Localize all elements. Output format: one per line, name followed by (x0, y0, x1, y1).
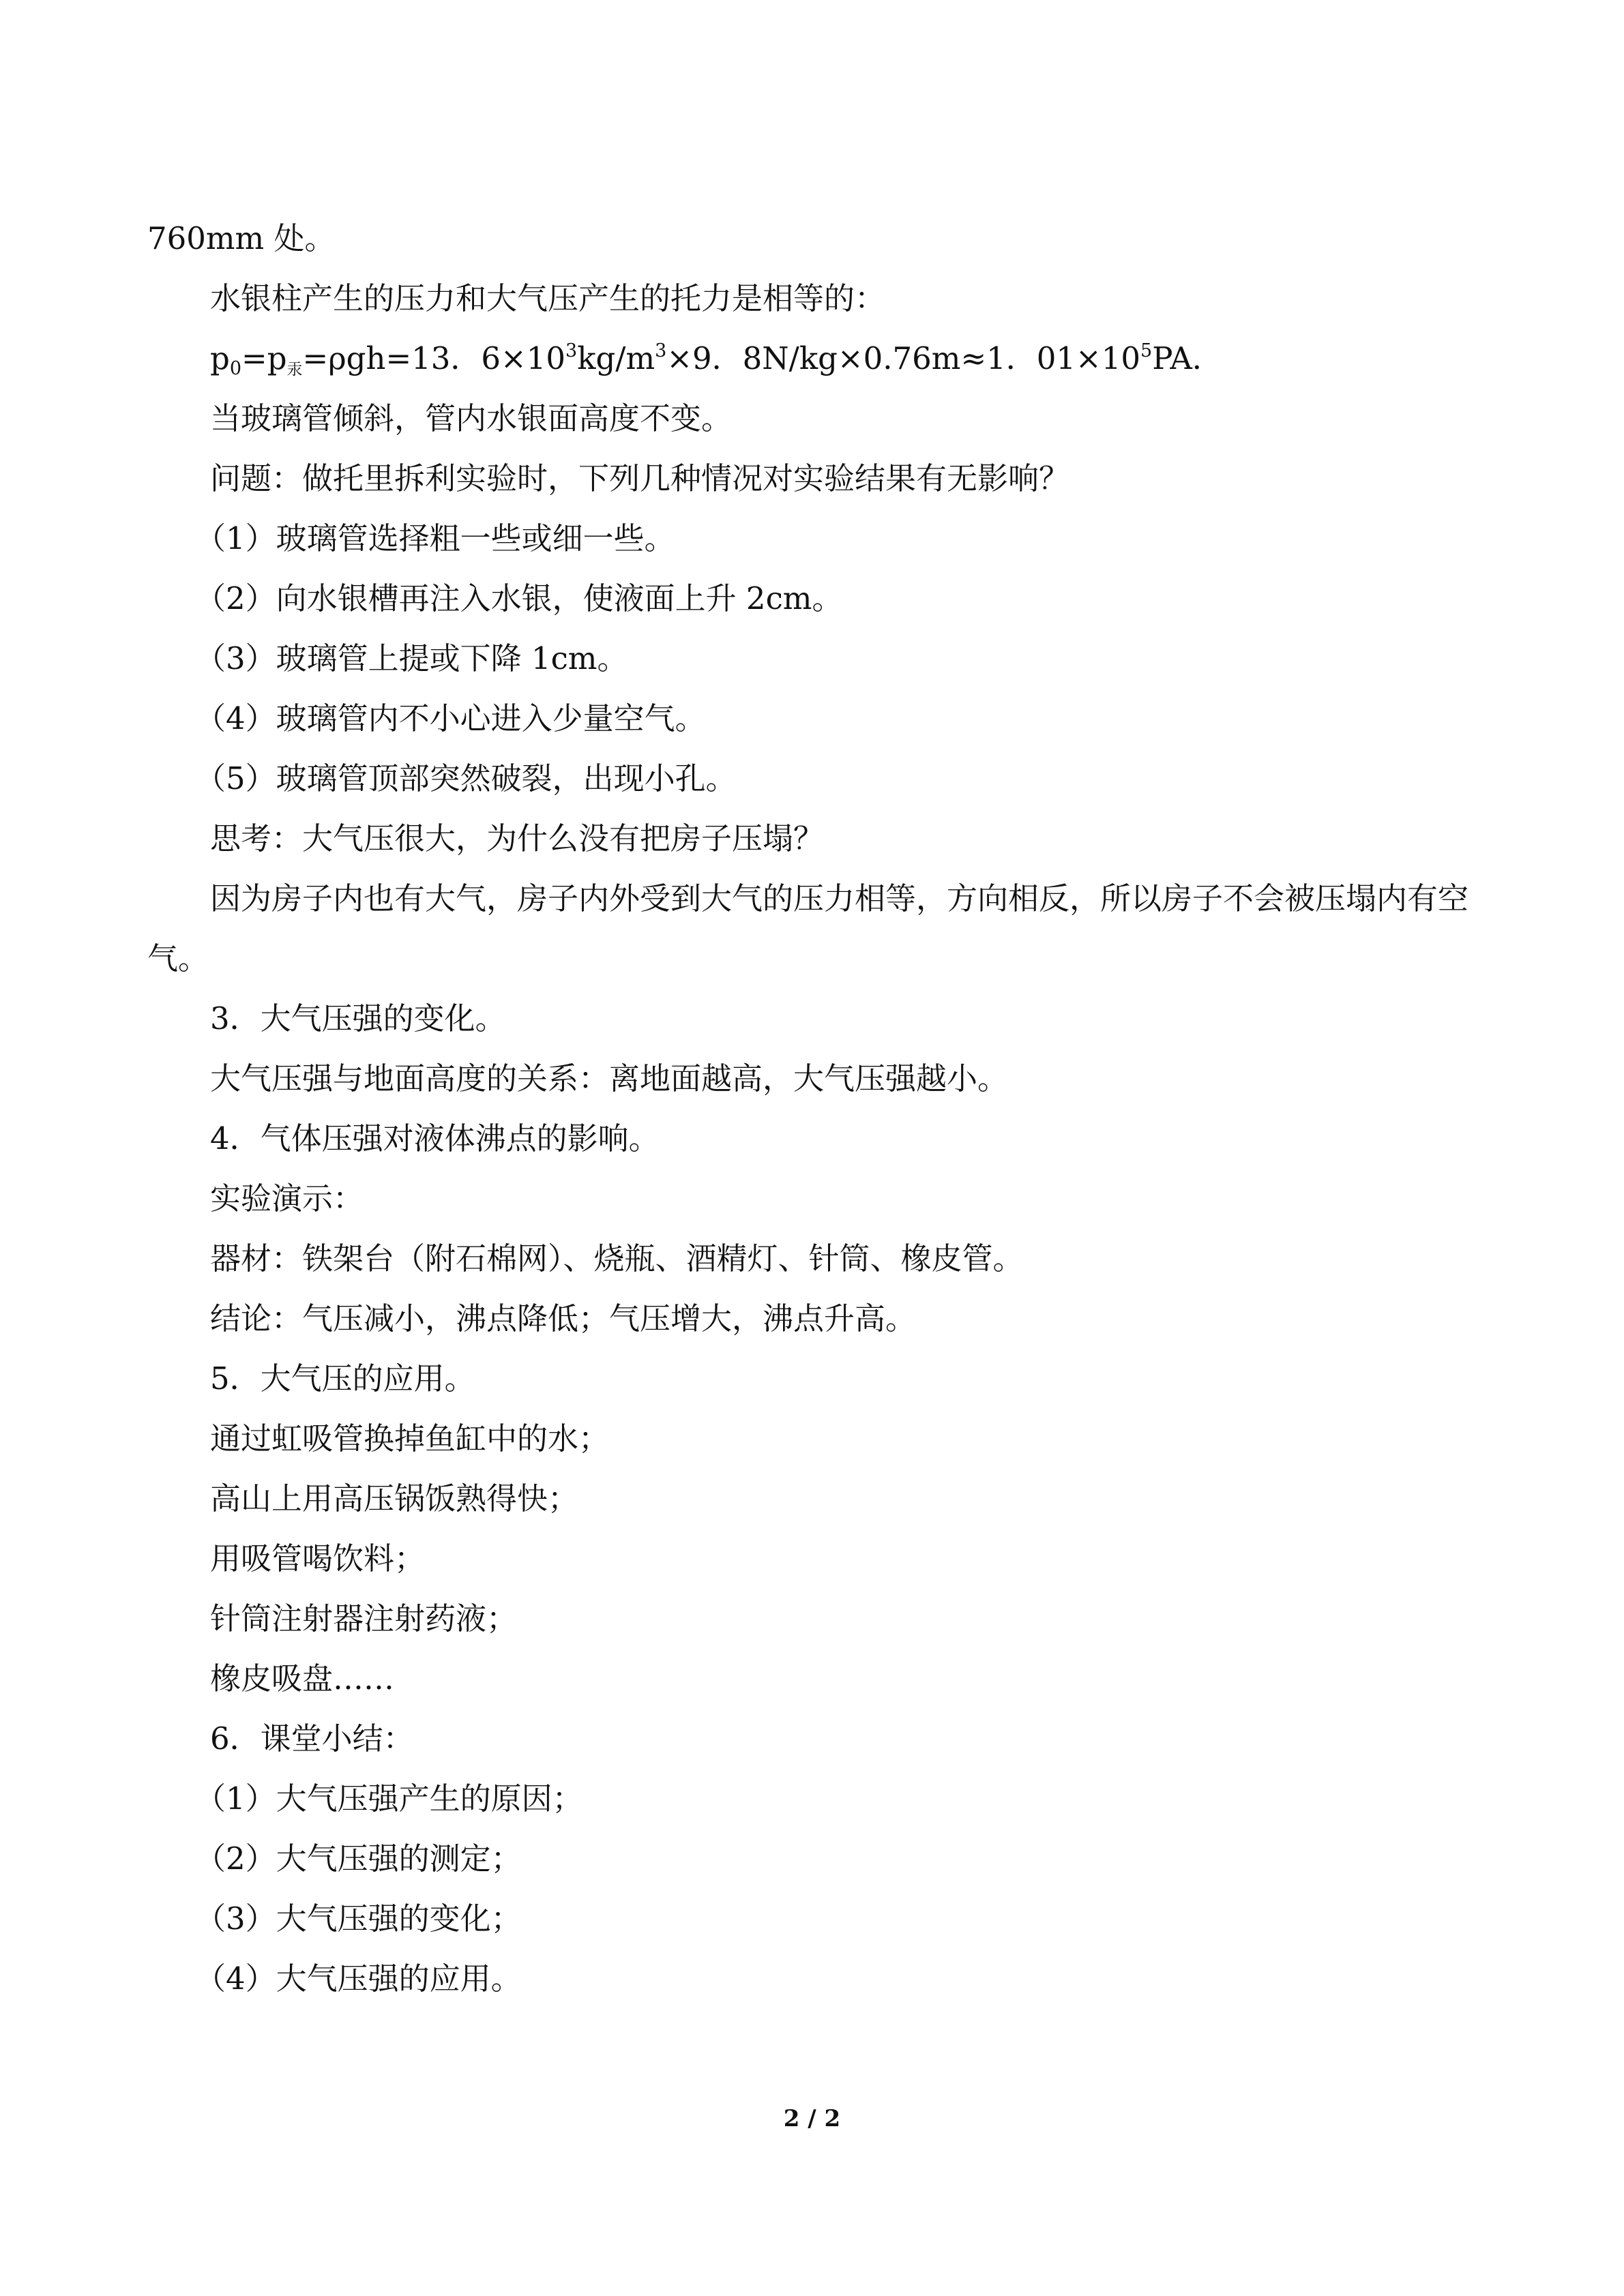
summary-item: （3）大气压强的变化； (195, 1900, 522, 1937)
thinking-line: 思考：大气压很大，为什么没有把房子压塌？ (210, 820, 825, 856)
text-line: 760mm 处。 (147, 220, 336, 256)
formula-part: kg/m (577, 340, 655, 376)
text-line: 针筒注射器注射药液； (210, 1600, 518, 1637)
text-line: 高山上用高压锅饭熟得快； (210, 1480, 579, 1517)
section-heading: 5．大气压的应用。 (210, 1360, 475, 1397)
question-item: （4）玻璃管内不小心进入少量空气。 (195, 700, 706, 736)
summary-item: （2）大气压强的测定； (195, 1840, 522, 1877)
section-heading: 3．大气压强的变化。 (210, 1000, 506, 1037)
text-line: 大气压强与地面高度的关系：离地面越高，大气压强越小。 (210, 1060, 1009, 1097)
section-heading: 4．气体压强对液体沸点的影响。 (210, 1120, 660, 1157)
formula-exponent: 3 (565, 340, 578, 361)
text-line: 橡皮吸盘…… (210, 1660, 395, 1697)
formula-part: ×9．8N/kg×0.76m≈1．01×10 (666, 340, 1141, 376)
text-line: 用吸管喝饮料； (210, 1540, 426, 1577)
paragraph-wrapped: 因为房子内也有大气，房子内外受到大气的压力相等，方向相反，所以房子不会被压塌内有空气。 (147, 880, 1469, 976)
text-line: 水银柱产生的压力和大气压产生的托力是相等的： (210, 280, 886, 316)
formula-subscript-0: 0 (229, 358, 241, 379)
text-line: 结论：气压减小，沸点降低；气压增大，沸点升高。 (210, 1300, 917, 1337)
formula-exponent: 5 (1140, 340, 1153, 361)
formula-part: =ρgh=13．6×10 (302, 340, 566, 376)
summary-item: （1）大气压强产生的原因； (195, 1780, 583, 1817)
question-item: （2）向水银槽再注入水银，使液面上升 2cm。 (195, 580, 843, 616)
text-line: 实验演示： (210, 1180, 364, 1217)
text-line: 当玻璃管倾斜，管内水银面高度不变。 (210, 400, 733, 436)
question-item: （5）玻璃管顶部突然破裂，出现小孔。 (195, 760, 737, 796)
question-item: （1）玻璃管选择粗一些或细一些。 (195, 520, 675, 556)
formula-line (210, 338, 1223, 379)
formula-part: PA． (1152, 340, 1223, 376)
question-line: 问题：做托里拆利实验时，下列几种情况对实验结果有无影响？ (210, 460, 1070, 496)
summary-item: （4）大气压强的应用。 (195, 1960, 522, 1997)
page-number: 2 / 2 (783, 2105, 841, 2132)
formula-p: p (210, 340, 230, 376)
section-heading: 6．课堂小结： (210, 1720, 414, 1757)
formula-exponent: 3 (655, 340, 667, 361)
text-line: 器材：铁架台（附石棉网）、烧瓶、酒精灯、针筒、橡皮管。 (210, 1240, 1024, 1277)
formula-eq: =p (241, 340, 287, 376)
formula-subscript-mercury: 汞 (286, 361, 303, 378)
question-item: （3）玻璃管上提或下降 1cm。 (195, 640, 628, 676)
text-line: 通过虹吸管换掉鱼缸中的水； (210, 1420, 610, 1457)
